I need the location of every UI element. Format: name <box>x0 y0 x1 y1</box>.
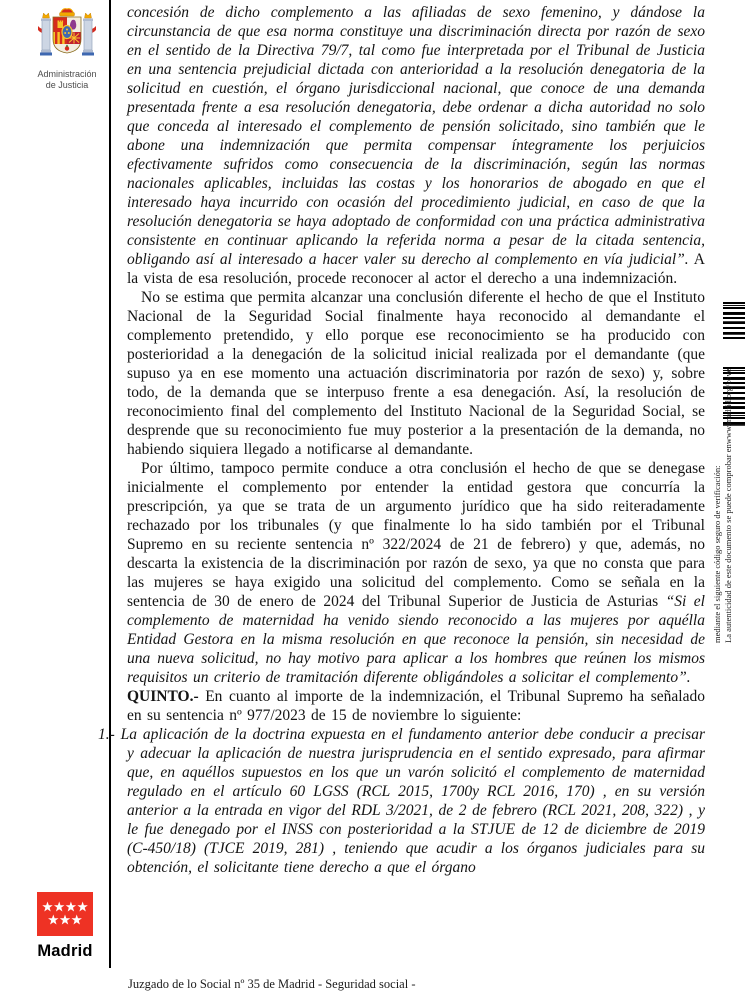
madrid-label: Madrid <box>37 942 93 960</box>
paragraph-quinto <box>127 687 705 725</box>
verification-side-note <box>712 368 734 643</box>
justice-administration-label <box>34 69 100 90</box>
madrid-flag-red-field <box>37 892 93 936</box>
justice-label-line2: de Justicia <box>45 79 89 90</box>
madrid-seven-stars-flag-icon <box>37 892 93 936</box>
justice-label-line1: Administración <box>37 69 97 79</box>
quoted-tjue-text: concesión de dicho complemento a las afiliadas de sexo femenino, y dándose la circunstancia de que esa norma constituye una discriminación directa por razón de sexo en el sentido de la Directiva 79/7, tal como fue interpretada por el Tribunal de Justicia en una sentencia prejudicial dictada con anterioridad a la resolución denegatoria de la solicitud en cuestión, el órgano jurisdiccional nacional, que conoce de una demanda presentada frente a esa resolución denegatoria, debe ordenar a dicha autoridad no solo que conceda al interesado el complemento de pensión solicitado, sino también que le abone una indemnización que permita compensar íntegramente los perjuicios efectivamente sufridos como consecuencia de la discriminación, según las normas nacionales aplicables, incluidas las costas y los honorarios de abogado en que el interesado haya incurrido con ocasión del procedimiento judicial, en caso de que la resolución denegatoria se haya adoptado de conformidad con una práctica administrativa consistente en continuar aplicando la referida norma a pesar de la citada sentencia, obligando así al interesado a hacer valer su derecho al complemento en vía judicial”. <box>127 4 705 268</box>
court-conclusion-text: A la vista de esa resolución, procede reconocer al actor el derecho a una indemnización. <box>127 251 706 287</box>
section-heading-quinto: QUINTO.- <box>127 688 199 705</box>
verification-note-text: La autenticidad de este documento se puede comprobar en <box>723 444 733 643</box>
footer-court-name: Juzgado de lo Social nº 35 de Madrid - Seguridad social - <box>128 977 416 991</box>
supreme-court-blockquote: 1.- La aplicación de la doctrina expuesta en el fundamento anterior debe conducir a precisar y adecuar la aplicación de nuestra jurisprudencia en el sentido expresado, para afirmar que, en aquéllos supuestos en los que un varón solicitó el complemento de maternidad regulado en el artículo 60 LGSS (RCL 2015, 1700y RCL 2016, 170) , en su versión anterior a la entrada en vigor del RDL 3/2021, de 2 de febrero (RCL 2021, 208, 322) , y le fue denegado por el INSS con posterioridad a la STJUE de 12 de diciembre de 2019 (C-450/18) (TJCE 2019, 281) , teniendo que acudir a los órganos judiciales para su obtención, el solicitante tiene derecho a que el órgano <box>98 726 705 876</box>
spain-coat-of-arms-icon <box>37 6 97 62</box>
judgment-body-text <box>98 3 706 877</box>
verification-url: www.madrid.org/cove <box>723 368 733 445</box>
paragraph-prescription-argument <box>127 459 705 687</box>
madrid-community-logo <box>36 892 94 961</box>
quoted-asturias-text: “Si el complemento de maternidad ha venido siendo reconocido a las mujeres por aquélla Entidad Gestora en la misma resolución en que reconoce la pensión, sin necesidad de una nueva solicitud, no hay motivo para aplicar a los hombres que reúnen los mismos requisitos un criterio de tramitación diferente obligándoles a solicitar el complemento”. <box>127 593 705 686</box>
paragraph-inss-recognition: No se estima que permita alcanzar una conclusión diferente el hecho de que el Instituto Nacional de la Seguridad Social finalmente haya reconocido al demandante el complemento pretendido, y ello porque ese reconocimiento se ha producido con posterioridad a la denegación de la solicitud inicial realizada por el demandante (que supuso ya en ese momento una actuación discriminatoria por razón de sexo) y, sobre todo, de la demanda que se interpuso frente a esa denegación. Así, la resolución de reconocimiento final del complemento del Instituto Nacional de la Seguridad Social, se desprende que su reconocimiento fue muy posterior a la presentación de la demanda, no habiendo siquiera llegado a notificarse al demandante. <box>127 289 705 458</box>
verification-note-line1 <box>723 368 734 643</box>
prescription-argument-text: Por último, tampoco permite conduce a otra conclusión el hecho de que se denegase inicialmente el complemento por entender la entidad gestora que concurría la prescripción, ya que se trata de un argumento jurídico que ha sido reiteradamente rechazado por los tribunales (y que finalmente lo ha sido también por el Tribunal Supremo en su reciente sentencia nº 322/2024 de 21 de febrero) y que, además, no descarta la existencia de la discriminación por razón de sexo, ya que no consta que para las mujeres se haya exigido una solicitud del complemento. Como se señala en la sentencia de 30 de enero de 2024 del Tribunal Superior de Justicia de Asturias <box>127 460 705 610</box>
margin-divider-line <box>109 0 111 968</box>
verification-note-line2: mediante el siguiente código seguro de verificación: <box>712 465 722 643</box>
quinto-intro-text: En cuanto al importe de la indemnización, el Tribunal Supremo ha señalado en su sentencia nº 977/2023 de 15 de noviembre lo siguiente: <box>127 688 705 724</box>
barcode-icon <box>723 302 745 340</box>
paragraph-tjue-quotation <box>127 3 705 288</box>
justice-administration-logo <box>34 6 100 90</box>
